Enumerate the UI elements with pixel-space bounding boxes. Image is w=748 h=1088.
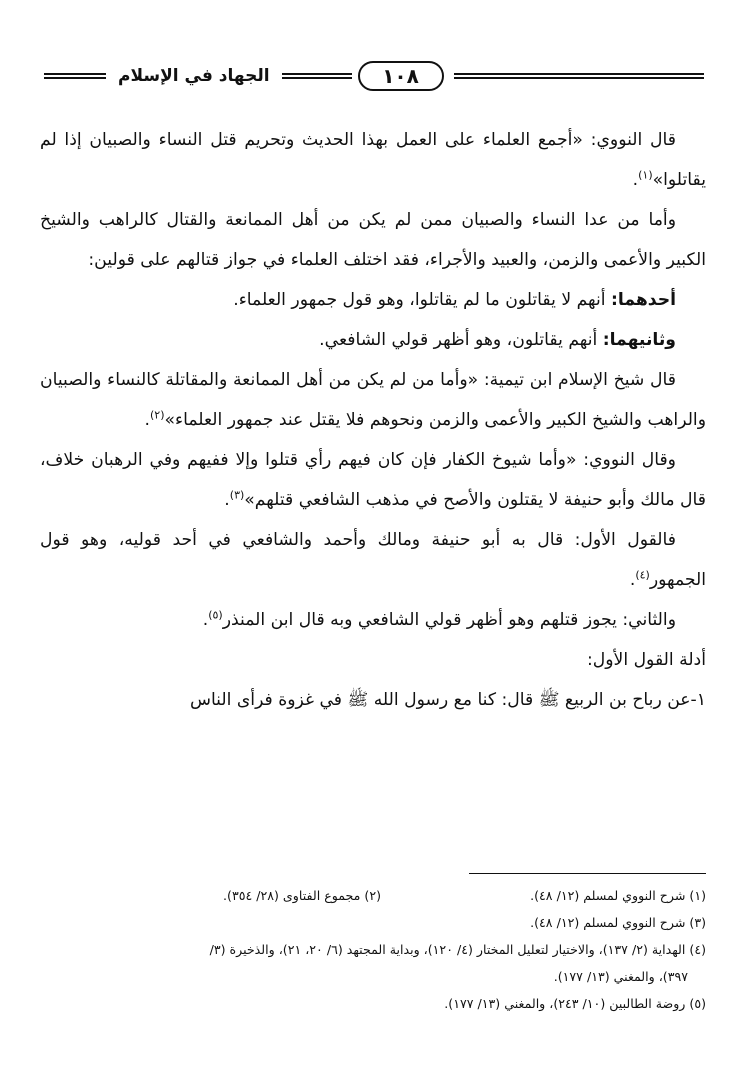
footnote-separator bbox=[469, 873, 706, 874]
paragraph-second-view: والثاني: يجوز قتلهم وهو أظهر قولي الشافعي وبه قال ابن المنذر$^{(٥)}$. bbox=[202, 608, 676, 630]
footnote-2: (٢) مجموع الفتاوى (٢٨/ ٣٥٤). bbox=[223, 888, 381, 903]
paragraph-second-opinion: وثانيهما: أنهم يقاتلون، وهو أظهر قولي الشافعي. bbox=[319, 330, 676, 350]
footnote-4: (٤) الهداية (٢/ ١٣٧)، والاختيار لتعليل المختار (٤/ ١٢٠)، وبداية المجتهد (٦/ ٢٠، ٢١)، والذخيرة (٣/ bbox=[209, 942, 706, 957]
footnote-ref-2: (٢) bbox=[149, 408, 165, 422]
footnote-4-continued: ٣٩٧)، والمغني (١٣/ ١٧٧). bbox=[553, 969, 688, 984]
paragraph-ibn-taymiyya: قال شيخ الإسلام ابن تيمية: «وأما من لم يكن من أهل الممانعة والمقاتلة كالنساء والصبيان والراهب والشيخ الكبير والأعمى والزمن ونحوهم فلا يقتل عند جمهور العلماء»$^{(٢)}$. bbox=[40, 370, 706, 430]
footnote-ref-4: (٤) bbox=[635, 568, 650, 582]
running-title: الجهاد في الإسلام bbox=[118, 66, 270, 86]
page-header bbox=[40, 56, 706, 96]
page-number: ١٠٨ bbox=[358, 61, 444, 91]
footnote-ref-3: (٣) bbox=[229, 488, 245, 502]
footnote-1: (١) شرح النووي لمسلم (١٢/ ٤٨). bbox=[530, 888, 706, 903]
paragraph-hadith-1: ١-عن رباح بن الربيع ﷺ قال: كنا مع رسول الله ﷺ في غزوة فرأى الناس bbox=[189, 690, 706, 710]
first-opinion-label: أحدهما: bbox=[611, 290, 676, 310]
footnote-ref-5: (٥) bbox=[208, 608, 223, 622]
paragraph-disagreement: وأما من عدا النساء والصبيان ممن لم يكن من أهل الممانعة والقتال كالراهب والشيخ الكبير والأعمى والزمن، والعبيد والأجراء، فقد اختلف العلماء في جواز قتالهم على قولين: bbox=[40, 210, 706, 270]
footnote-ref-1: (١) bbox=[638, 168, 653, 182]
footnote-5: (٥) روضة الطالبين (١٠/ ٢٤٣)، والمغني (١٣/ ١٧٧). bbox=[444, 996, 706, 1011]
section-heading-evidence: أدلة القول الأول: bbox=[586, 650, 706, 670]
footnote-3: (٣) شرح النووي لمسلم (١٢/ ٤٨). bbox=[530, 915, 706, 930]
footnotes bbox=[40, 882, 706, 1017]
paragraph-first-view: فالقول الأول: قال به أبو حنيفة ومالك وأحمد والشافعي في أحد قوليه، وهو قول الجمهور$^{(٤)}$. bbox=[40, 530, 706, 590]
main-text bbox=[40, 120, 706, 720]
book-page bbox=[40, 56, 706, 1066]
footnote-row-1-2 bbox=[40, 882, 706, 909]
paragraph-nawawi-consensus: قال النووي: «أجمع العلماء على العمل بهذا الحديث وتحريم قتل النساء والصبيان إذا لم يقاتلوا»$^{(١)}$. bbox=[40, 130, 706, 190]
paragraph-first-opinion: أحدهما: أنهم لا يقاتلون ما لم يقاتلوا، وهو قول جمهور العلماء. bbox=[233, 290, 676, 310]
paragraph-nawawi-elders: وقال النووي: «وأما شيوخ الكفار فإن كان فيهم رأي قتلوا وإلا ففيهم وفي الرهبان خلاف، قال مالك وأبو حنيفة لا يقتلون والأصح في مذهب الشافعي قتلهم»$^{(٣)}$. bbox=[40, 450, 706, 510]
second-opinion-label: وثانيهما: bbox=[602, 330, 676, 350]
header-rule-middle bbox=[282, 73, 352, 79]
header-rule-right bbox=[454, 73, 704, 79]
header-rule-left bbox=[44, 73, 106, 79]
